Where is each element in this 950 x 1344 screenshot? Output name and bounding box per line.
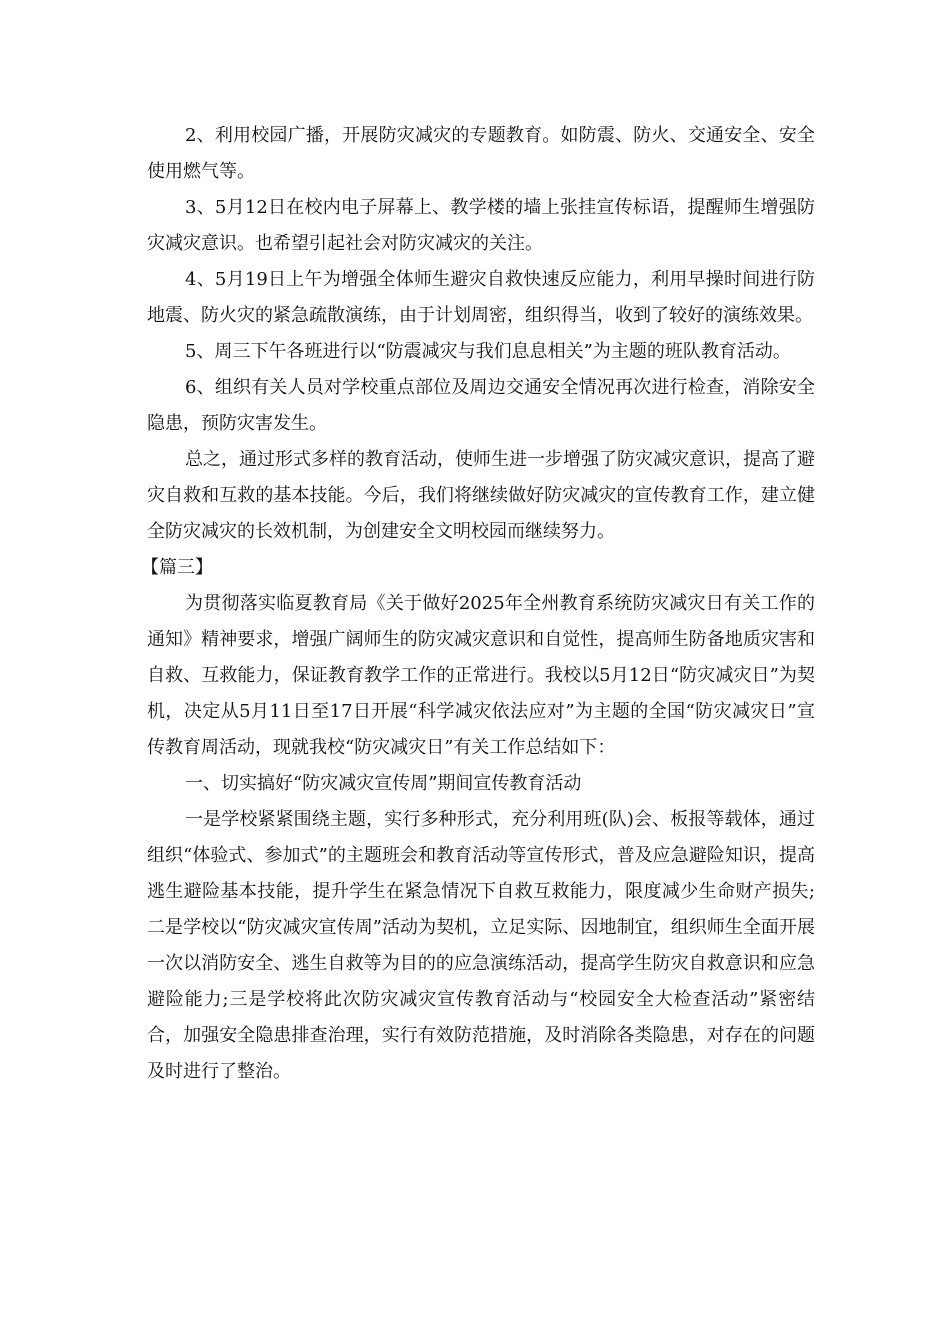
section-heading: 【篇三】 bbox=[141, 557, 213, 578]
paragraph-detail: 一是学校紧紧围绕主题，实行多种形式，充分利用班(队)会、板报等载体，通过组织“体验式、参加式”的主题班会和教育活动等宣传形式，普及应急避险知识，提高逃生避险基本技能，提升学生在紧急情况下自救互救能力，限度减少生命财产损失;二是学校以“防灾减灾宣传周”活动为契机，立足实际、因地制宜，组织师生全面开展一次以消防安全、逃生自救等为目的的应急演练活动，提高学生防灾自救意识和应急避险能力;三是学校将此次防灾减灾宣传教育活动与“校园安全大检查活动”紧密结合，加强安全隐患排查治理，实行有效防范措施，及时消除各类隐患，对存在的问题及时进行了整治。 bbox=[147, 809, 815, 1082]
paragraph-item-2: 2、利用校园广播，开展防灾减灾的专题教育。如防震、防火、交通安全、安全使用燃气等。 bbox=[147, 125, 815, 182]
paragraph-item-5: 5、周三下午各班进行以“防震减灾与我们息息相关”为主题的班队教育活动。 bbox=[185, 341, 791, 362]
document-body bbox=[141, 118, 815, 1090]
paragraph-item-3: 3、5月12日在校内电子屏幕上、教学楼的墙上张挂宣传标语，提醒师生增强防灾减灾意识。也希望引起社会对防灾减灾的关注。 bbox=[147, 197, 815, 254]
paragraph-summary: 总之，通过形式多样的教育活动，使师生进一步增强了防灾减灾意识，提高了避灾自救和互救的基本技能。今后，我们将继续做好防灾减灾的宣传教育工作，建立健全防灾减灾的长效机制，为创建安全文明校园而继续努力。 bbox=[147, 449, 815, 542]
paragraph-item-4: 4、5月19日上午为增强全体师生避灾自救快速反应能力，利用早操时间进行防地震、防火灾的紧急疏散演练，由于计划周密，组织得当，收到了较好的演练效果。 bbox=[147, 269, 815, 326]
subheading-one: 一、切实搞好“防灾减灾宣传周”期间宣传教育活动 bbox=[185, 773, 582, 794]
paragraph-item-6: 6、组织有关人员对学校重点部位及周边交通安全情况再次进行检查，消除安全隐患，预防灾害发生。 bbox=[147, 377, 815, 434]
paragraph-intro: 为贯彻落实临夏教育局《关于做好2025年全州教育系统防灾减灾日有关工作的通知》精神要求，增强广阔师生的防灾减灾意识和自觉性，提高师生防备地质灾害和自救、互救能力，保证教育教学工作的正常进行。我校以5月12日“防灾减灾日”为契机，决定从5月11日至17日开展“科学减灾依法应对”为主题的全国“防灾减灾日”宣传教育周活动，现就我校“防灾减灾日”有关工作总结如下： bbox=[147, 593, 815, 758]
